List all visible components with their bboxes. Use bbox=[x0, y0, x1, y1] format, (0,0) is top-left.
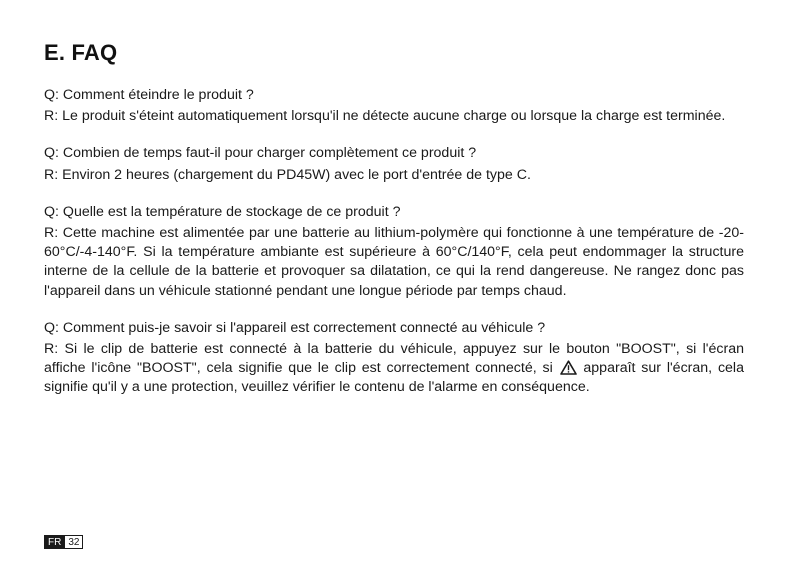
faq-question: Q: Comment puis-je savoir si l'appareil est correctement connecté au véhicule ? bbox=[44, 319, 546, 336]
faq-item bbox=[44, 203, 744, 301]
faq-list bbox=[44, 86, 744, 416]
faq-answer: R: Le produit s'éteint automatiquement lorsqu'il ne détecte aucune charge ou lorsque la charge est terminée. bbox=[44, 108, 726, 125]
section-title: E. FAQ bbox=[44, 40, 118, 65]
faq-answer-part: apparaît sur l'écran, cela signifie qu'il y a une protection, veuillez vérifier le contenu de l'alarme en conséquence. bbox=[44, 360, 744, 396]
faq-answer-part: R: Si le clip de batterie est connecté à la batterie du véhicule, appuyez sur le bouton "BOOST", si l'écran affiche l'icône "BOOST", cela signifie que le clip est correctement connecté, si bbox=[44, 341, 744, 377]
faq-item bbox=[44, 86, 744, 126]
faq-answer: R: Cette machine est alimentée par une batterie au lithium-polymère qui fonctionne à une température de -20-60°C/-4-140°F. Si la température ambiante est supérieure à 60°C/140°F, cela peut endommager la structure interne de la cellule de la batterie et provoquer sa dilatation, ce qui la rend dangereuse. Ne rangez donc pas l'appareil dans un véhicule stationné pendant une longue période par temps chaud. bbox=[44, 225, 744, 299]
faq-answer: R: Environ 2 heures (chargement du PD45W) avec le port d'entrée de type C. bbox=[44, 166, 531, 183]
language-badge: FR bbox=[44, 535, 65, 549]
warning-triangle-icon bbox=[560, 360, 577, 375]
faq-question: Q: Comment éteindre le produit ? bbox=[44, 87, 254, 103]
page-number: 32 bbox=[65, 535, 83, 549]
faq-item bbox=[44, 144, 744, 184]
faq-question: Q: Quelle est la température de stockage de ce produit ? bbox=[44, 203, 401, 220]
faq-item bbox=[44, 319, 744, 398]
page-footer bbox=[44, 535, 83, 549]
faq-answer bbox=[44, 340, 744, 398]
faq-question: Q: Combien de temps faut-il pour charger complètement ce produit ? bbox=[44, 145, 477, 162]
